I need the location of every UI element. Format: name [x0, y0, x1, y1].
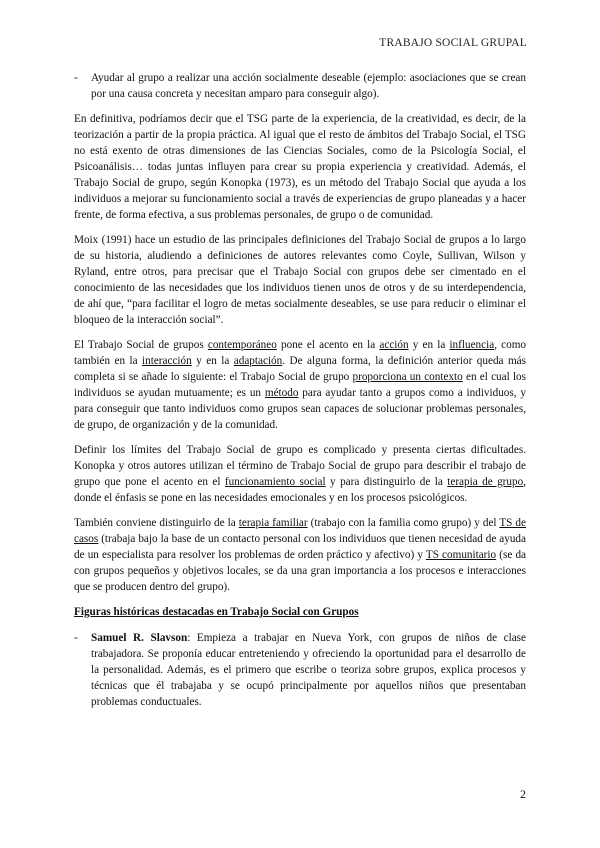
person-name: Samuel R. Slavson — [91, 632, 188, 644]
list-item-text: : Empieza a trabajar en Nueva York, con grupos de niños de clase trabajadora. Se proponía educar entreteniendo y ofreciendo la oportunidad para el desarrollo de la personalidad. Además, es el primero que escribe o teoriza sobre grupos, explica procesos y técnicas que él trabajaba y se ocupó principalmente por aquellos niños que presentaban problemas conductuales. — [91, 632, 526, 708]
paragraph-5: También conviene distinguirlo de la terapia familiar (trabajo con la familia como grupo) y del TS de casos (trabaja bajo la base de un contacto personal con los individuos que tienen necesidad de ayuda de un especialista para resolver los problemas de orden práctico y afectivo) y TS comunitario (se da con grupos pequeños y objetivos locales, se da una gran importancia a los procesos e interacciones que se producen dentro del grupo). — [74, 517, 527, 593]
underlined-term: acción — [379, 339, 409, 351]
bullet-list-top — [74, 70, 526, 102]
underlined-term: terapia familiar — [238, 517, 308, 529]
section-title: Figuras históricas destacadas en Trabajo Social con Grupos — [74, 606, 359, 618]
underlined-term: contemporáneo — [207, 339, 277, 351]
bullet-list-figures — [74, 630, 526, 710]
underlined-term: método — [264, 387, 299, 399]
paragraph-3: El Trabajo Social de grupos contemporáneo pone el acento en la acción y en la influencia, como también en la interacción y en la adaptación. De alguna forma, la definición anterior queda más completa si se añade lo siguiente: el Trabajo Social de grupo proporciona un contexto en el cual los individuos se ayudan mutuamente; es un método para ayudar tanto a grupos como a individuos, y para conseguir que tanto individuos como grupos sean capaces de solucionar problemas personales, de grupo, de organización y de la comunidad. — [74, 339, 526, 431]
bullet-dash: - — [74, 72, 78, 84]
page-body — [74, 70, 526, 719]
underlined-term: interacción — [142, 355, 192, 367]
underlined-term: proporciona un contexto — [352, 371, 463, 383]
underlined-term: adaptación — [233, 355, 283, 367]
list-item — [74, 630, 526, 710]
underlined-term: funcionamiento social — [224, 476, 326, 488]
paragraph-2: Moix (1991) hace un estudio de las principales definiciones del Trabajo Social de grupos a lo largo de su historia, aludiendo a definiciones de autores relevantes como Coyle, Sullivan, Wilson y Ryland, entre otros, para precisar que el Trabajo Social con grupos debe ser cimentado en el conocimiento de las necesidades que los individuos tienen unos de otros y de su interdependencia, de ahí que, “para facilitar el logro de metas socialmente deseables, se use para reducir o eliminar el bloqueo de la interacción social”. — [74, 234, 526, 326]
paragraph-4: Definir los límites del Trabajo Social de grupo es complicado y presenta ciertas dificultades. Konopka y otros autores utilizan el término de Trabajo Social de grupo para describir el trabajo de grupo que pone el acento en el funcionamiento social y para distinguirlo de la terapia de grupo, donde el énfasis se pone en las necesidades emocionales y en los procesos psicológicos. — [74, 444, 526, 504]
paragraph-1: En definitiva, podríamos decir que el TSG parte de la experiencia, de la creatividad, es decir, de la teorización a partir de la propia práctica. Al igual que el resto de ámbitos del Trabajo Social, el TSG no está exento de otras dimensiones de las Ciencias Sociales, como de la Psicología Social, el Psicoanálisis… todas juntas influyen para crear su propia experiencia y creatividad. Además, el Trabajo Social de grupo, según Konopka (1973), es un método del Trabajo Social que ayuda a los individuos a mejorar su funcionamiento social a través de experiencias de grupo planeadas y a hacer frente, de forma efectiva, a sus problemas personales, de grupo o de comunidad. — [74, 113, 526, 221]
list-item — [74, 70, 526, 102]
underlined-term: influencia — [449, 339, 495, 351]
page-header: TRABAJO SOCIAL GRUPAL — [379, 37, 527, 49]
bullet-dash: - — [74, 632, 78, 644]
list-item-text: Ayudar al grupo a realizar una acción socialmente deseable (ejemplo: asociaciones que se crean por una causa concreta y necesitan amparo para conseguir algo). — [91, 72, 526, 100]
underlined-term: TS comunitario — [425, 549, 497, 561]
underlined-term: TS de casos — [74, 517, 526, 545]
page-number: 2 — [520, 787, 526, 801]
underlined-term: terapia de grupo — [447, 476, 524, 488]
